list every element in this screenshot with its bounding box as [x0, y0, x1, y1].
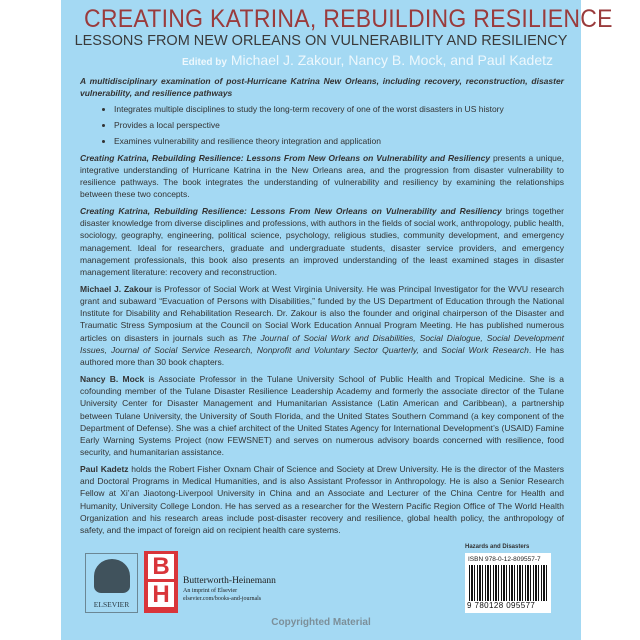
elsevier-logo — [85, 553, 138, 613]
bh-logo-b: B — [148, 554, 174, 579]
bio-text: is Associate Professor in the Tulane University School of Public Health and Tropical Medicine. She is a cofounding member of the Tulane Disaster Resilience Leadership Academy and formerly the associate director of the Tulane University Center for Disaster Management and Humanitarian Assistance (Latin American and Caribbean), a partnership between Tulane University, the University of South Florida, and the United States Southern Command (a key component of the Department of Defense). She was a chief architect of the United States Agency for International Development’s (USAID) Famine Early Warning Systems Project (now FEWSNET) and serves on numerous advisory boards concerned with resilience, food security, and humanitarian assistance. — [80, 373, 564, 458]
cover-copy — [80, 75, 564, 537]
barcode-icon — [469, 565, 547, 601]
barcode-area — [465, 543, 551, 613]
book-title-wrap — [61, 5, 613, 33]
bio-name: Paul Kadetz — [80, 463, 129, 474]
imprint-text: An imprint of Elsevier — [183, 587, 238, 594]
bio-name: Michael J. Zakour — [80, 283, 153, 294]
bio-text: . He has authored more than 30 book chapters. — [80, 345, 564, 368]
editor-bio — [80, 373, 564, 459]
bio-text: is Professor of Social Work at West Virginia University. He was Principal Investigator for the WVU research grant and subaward “Evacuation of Persons with Disabilities,” funded by the US Department of Education through the National Institute for Disability and Rehabilitation Research. Dr. Zakour is also the founder and original chairperson of the Disaster and Traumatic Stress Symposium at the Council on Social Work Education Annual Program Meeting. He has published numerous articles on disasters in journals such as — [80, 283, 564, 343]
feature-list — [80, 104, 564, 147]
editor-bio — [80, 283, 564, 369]
book-back-cover — [61, 0, 613, 640]
journal-name: Social Work Research — [441, 345, 529, 356]
paragraph-text: presents a unique, integrative understanding of Hurricane Katrina in the New Orleans area, and the progression from disaster vulnerability to resilience pathways. The book integrates the understanding of vulnerability and resiliency by examining the relationships between these two concepts. — [80, 152, 564, 200]
feature-item: • Integrates multiple disciplines to study the long-term recovery of one of the worst disasters in US history — [114, 104, 564, 115]
isbn-text: ISBN 978-0-12-809557-7 — [468, 555, 541, 563]
feature-item: • Provides a local perspective — [114, 120, 564, 131]
edited-by-label: Edited by — [181, 57, 227, 68]
book-title-ref: Creating Katrina, Rebuilding Resilience: Lessons From New Orleans on Vulnerability and Resiliency — [80, 205, 502, 216]
description-paragraph — [80, 152, 564, 201]
description-paragraph — [80, 205, 564, 279]
book-title-ref: Creating Katrina, Rebuilding Resilience: Lessons From New Orleans on Vulnerability and Resiliency — [80, 152, 491, 163]
paragraph-text: brings together disaster knowledge from diverse disciplines and professions, with authors in the fields of social work, anthropology, public health, sociology, geography, engineering, political science, psychology, religious studies, community development, and emergency management. Ideal for researchers, graduate and undergraduate students, disaster service providers, and emergency management professionals, this book also presents an improved understanding of the least examined stages in disaster management literature: recovery and reconstruction. — [80, 205, 564, 278]
isbn-barcode — [465, 553, 551, 613]
book-title: CREATING KATRINA, REBUILDING RESILIENCE — [83, 5, 613, 33]
elsevier-wordmark: ELSEVIER — [93, 599, 130, 609]
editor-bio — [80, 463, 564, 537]
cover-footer — [85, 543, 551, 613]
journal-list: The Journal of Social Work and Disabilities, Social Dialogue, Social Development Issues, Journal of Social Service Research, Nonprofit and Voluntary Sector Quarterly, — [80, 332, 564, 356]
bio-text: holds the Robert Fisher Oxnam Chair of Science and Society at Drew University. He is the director of the Masters and Doctoral Programs in Medical Humanities, and is also Assistant Professor in Anthropology. He is also a Senior Research Fellow at Xi’an Jiaotong-Liverpool University in China and an Associate and Lecturer of the China Centre for Health and Humanity, University College London. He has served as a researcher for the Western Pacific Region Office of The World Health Organization and his research areas include post-disaster recovery and resilience, global health policy, the anthropology of safety, and the impact of foreign aid on recipient health care systems. — [80, 463, 564, 536]
bio-text: and — [418, 345, 442, 356]
publisher-info — [183, 587, 276, 603]
copyright-notice: Copyrighted Material — [271, 616, 371, 628]
bh-logo — [144, 551, 178, 613]
bio-name: Nancy B. Mock — [80, 373, 145, 384]
feature-item: • Examines vulnerability and resilience theory integration and application — [114, 136, 564, 147]
editors — [61, 51, 581, 72]
barcode-number: 9 780128 095577 — [467, 600, 536, 610]
publisher-text — [183, 575, 276, 603]
publisher-name: Butterworth-Heinemann — [183, 575, 276, 586]
tree-icon — [94, 559, 130, 593]
publisher-logos — [85, 551, 276, 613]
publisher-url: elsevier.com/books-and-journals — [183, 595, 262, 602]
series-label: Hazards and Disasters — [465, 543, 530, 550]
editor-names: Michael J. Zakour, Nancy B. Mock, and Paul Kadetz — [230, 52, 553, 68]
bh-logo-h: H — [148, 582, 174, 607]
lead-statement: A multidisciplinary examination of post-Hurricane Katrina New Orleans, including recovery, reconstruction, disaster vulnerability, and resilience pathways — [80, 76, 564, 99]
book-subtitle: LESSONS FROM NEW ORLEANS ON VULNERABILITY AND RESILIENCY — [74, 33, 568, 49]
